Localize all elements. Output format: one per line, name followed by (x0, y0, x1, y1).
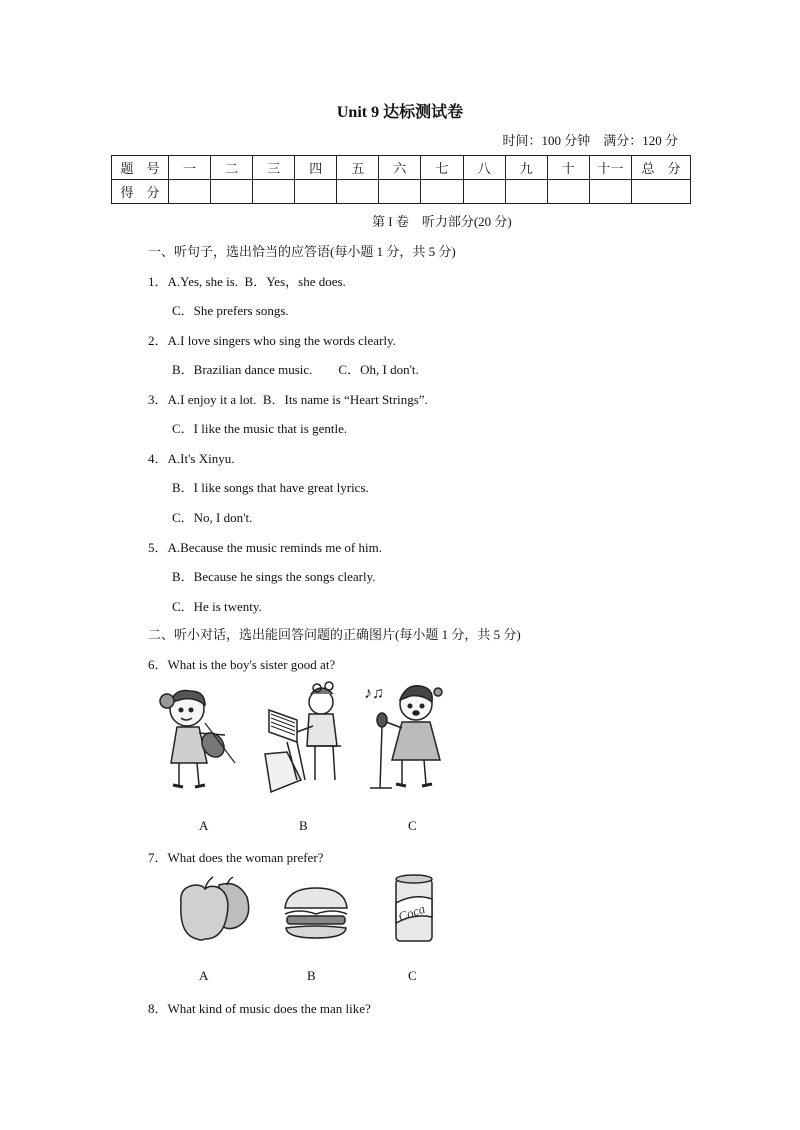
girl-piano-icon (257, 680, 347, 798)
score-table-header-row (112, 156, 691, 180)
score-blank-cell (211, 180, 253, 204)
exam-meta: 时间：100 分钟 满分：120 分 (502, 133, 678, 148)
section-title: 一、听句子，选出恰当的应答语(每小题 1 分，共 5 分) (148, 244, 456, 259)
score-cell: 九 (505, 156, 547, 180)
score-cell: 一 (169, 156, 211, 180)
score-cell: 总 分 (632, 156, 691, 180)
score-blank-cell (589, 180, 631, 204)
score-cell: 十 (547, 156, 589, 180)
option-label: B (307, 968, 316, 983)
score-blank-cell (505, 180, 547, 204)
apple-icon (175, 875, 251, 945)
question: 4．A.It's Xinyu. (148, 451, 235, 466)
option-label: C (408, 968, 417, 983)
option: B．I like songs that have great lyrics. (172, 480, 369, 495)
question: 5．A.Because the music reminds me of him. (148, 540, 382, 555)
option-label: C (408, 818, 417, 833)
score-blank-cell (547, 180, 589, 204)
cola-can-icon (392, 873, 436, 945)
section-title: 二、听小对话，选出能回答问题的正确图片(每小题 1 分，共 5 分) (148, 627, 521, 642)
score-cell: 题 号 (112, 156, 169, 180)
question: 8．What kind of music does the man like? (148, 1001, 371, 1016)
score-blank-cell (337, 180, 379, 204)
question: 6．What is the boy's sister good at? (148, 657, 336, 672)
question: 2．A.I love singers who sing the words clearly. (148, 333, 396, 348)
question: 3．A.I enjoy it a lot. B．Its name is “Heart Strings”. (148, 392, 428, 407)
part-title: 第 I 卷 听力部分(20 分) (372, 214, 512, 229)
option: B．Brazilian dance music. C．Oh, I don't. (172, 362, 419, 377)
page-title: Unit 9 达标测试卷 (336, 104, 464, 121)
hamburger-icon (281, 886, 351, 940)
svg-text:♪♫: ♪♫ (364, 685, 384, 702)
score-blank-cell (295, 180, 337, 204)
option: C．He is twenty. (172, 599, 262, 614)
option: C．She prefers songs. (172, 303, 289, 318)
score-table-score-row (112, 180, 691, 204)
score-cell: 十一 (589, 156, 631, 180)
score-cell: 四 (295, 156, 337, 180)
option-label: B (299, 818, 308, 833)
score-cell: 七 (421, 156, 463, 180)
girl-singing-icon (362, 680, 452, 795)
can-logo-text: Coca (396, 900, 428, 925)
option: B．Because he sings the songs clearly. (172, 569, 376, 584)
score-blank-cell (169, 180, 211, 204)
score-blank-cell (253, 180, 295, 204)
score-blank-cell (421, 180, 463, 204)
score-blank-cell (463, 180, 505, 204)
girl-violin-icon (155, 683, 245, 798)
score-cell: 八 (463, 156, 505, 180)
score-cell: 三 (253, 156, 295, 180)
score-table (111, 155, 691, 204)
option-label: A (199, 818, 209, 833)
option: C．I like the music that is gentle. (172, 421, 348, 436)
option: C．No, I don't. (172, 510, 253, 525)
score-cell: 六 (379, 156, 421, 180)
question: 7．What does the woman prefer? (148, 850, 324, 865)
score-cell: 五 (337, 156, 379, 180)
option-label: A (199, 968, 209, 983)
score-cell: 二 (211, 156, 253, 180)
score-blank-cell (632, 180, 691, 204)
score-cell: 得 分 (112, 180, 169, 204)
score-blank-cell (379, 180, 421, 204)
question: 1．A.Yes, she is. B．Yes，she does. (148, 274, 346, 289)
